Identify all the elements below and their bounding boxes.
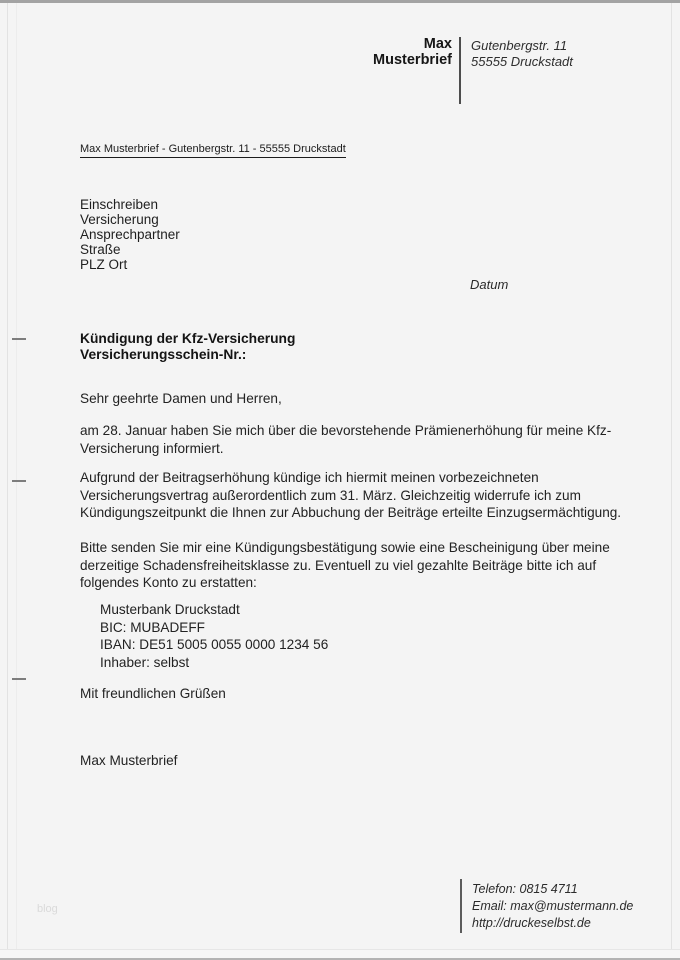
letterhead-address-street: Gutenbergstr. 11 [471,38,568,53]
recipient-line-versicherung: Versicherung [80,212,159,227]
letterhead-name-line1: Max [423,36,452,52]
watermark-text: blog [37,903,58,915]
date-label: Datum [470,277,509,292]
page-right-edge [671,3,672,950]
footer-website: http://druckeselbst.de [472,915,591,930]
sender-address-line: Max Musterbrief - Gutenbergstr. 11 - 55555 Druckstadt [80,143,346,158]
bank-bic: BIC: MUBADEFF [100,619,205,635]
fold-mark-icon [12,338,26,340]
recipient-line-ansprechpartner: Ansprechpartner [80,227,180,242]
footer-telefon: Telefon: 0815 4711 [472,882,578,896]
letterhead-name-line2: Musterbrief [373,51,452,68]
footer-divider [460,879,462,933]
page-top-edge [0,0,680,3]
page-left-edge [7,3,8,950]
recipient-line-strasse: Straße [80,242,121,257]
letterhead-address [471,38,573,69]
subject-line2: Versicherungsschein-Nr.: [80,346,247,362]
recipient-line-einschreiben: Einschreiben [80,197,159,212]
bank-details-block [100,601,328,671]
letterhead-divider [459,37,461,104]
footer-contact-block [472,881,633,931]
subject-block [80,331,295,362]
salutation: Sehr geehrte Damen und Herren, [80,391,282,406]
paragraph-1: am 28. Januar haben Sie mich über die bevorstehende Prämienerhöhung für meine Kfz-Versicherung informiert. [80,423,612,456]
recipient-line-plz-ort: PLZ Ort [80,257,128,272]
footer-email: Email: max@mustermann.de [472,898,634,913]
bank-holder: Inhaber: selbst [100,654,190,670]
paragraph-2: Aufgrund der Beitragserhöhung kündige ich hiermit meinen vorbezeichneten Versicherungsvertrag außerordentlich zum 31. März. Gleichzeitig widerrufe ich zum Kündigungszeitpunkt die Ihnen zur Abbuchung der Beiträge erteilte Einzugsermächtigung. [80,470,622,520]
closing-phrase: Mit freundlichen Grüßen [80,686,226,701]
paragraph-3: Bitte senden Sie mir eine Kündigungsbestätigung sowie eine Bescheinigung über meine derzeitige Schadensfreiheitsklasse zu. Eventuell zu viel gezahlte Beiträge bitte ich auf folgendes Konto zu erstatten: [80,540,610,590]
recipient-block [80,197,180,272]
letterhead-address-city: 55555 Druckstadt [471,53,573,69]
page-left-edge-inner [16,3,17,950]
letterhead-name [373,37,452,68]
bank-iban: IBAN: DE51 5005 0055 0000 1234 56 [100,637,329,653]
bank-name: Musterbank Druckstadt [100,602,240,617]
center-mark-icon [12,678,26,680]
signature-name: Max Musterbrief [80,753,178,768]
fold-mark-icon [12,480,26,482]
subject-line1: Kündigung der Kfz-Versicherung [80,331,296,346]
